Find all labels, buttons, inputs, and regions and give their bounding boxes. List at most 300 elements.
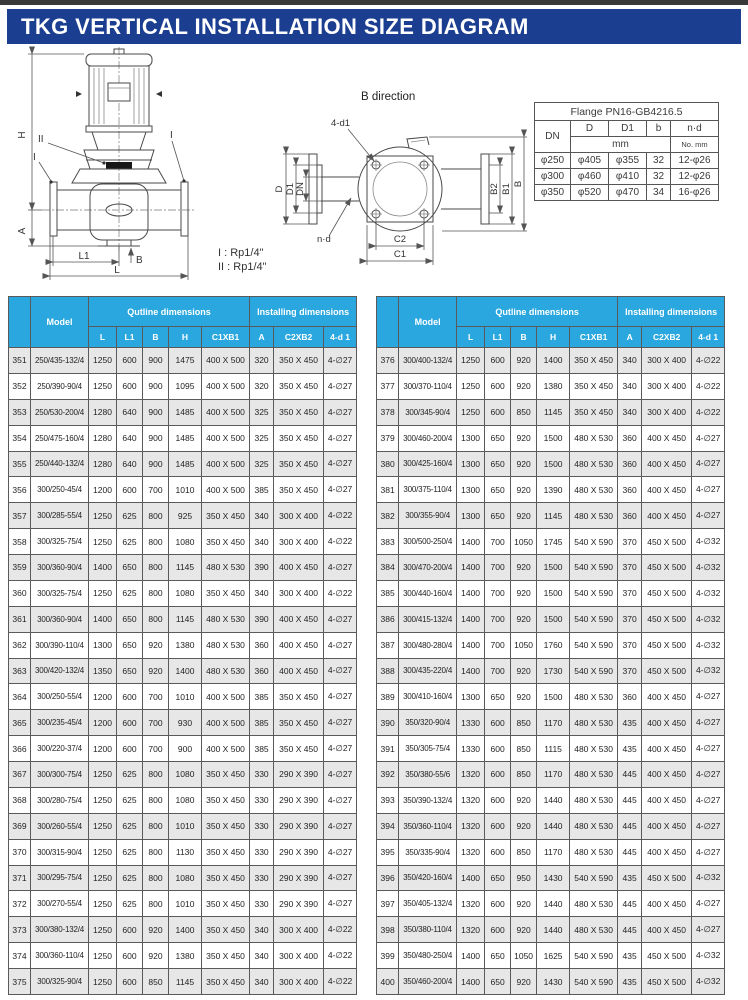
dim-cell: 540 X 590 bbox=[570, 943, 618, 969]
row-number: 382 bbox=[377, 503, 399, 529]
row-number: 400 bbox=[377, 969, 399, 995]
dim-cell: 540 X 590 bbox=[570, 865, 618, 891]
table-row bbox=[377, 348, 725, 374]
model-cell: 300/375-110/4 bbox=[399, 477, 457, 503]
dim-cell: 4-∅22 bbox=[692, 399, 725, 425]
dim-cell: 600 bbox=[485, 762, 511, 788]
dim-cell: 1050 bbox=[511, 529, 537, 555]
dim-cell: 370 bbox=[618, 529, 642, 555]
dim-cell: 480 X 530 bbox=[202, 606, 250, 632]
dim-cell: 1010 bbox=[169, 477, 202, 503]
dim-cell: 290 X 390 bbox=[274, 787, 324, 813]
table-row bbox=[377, 710, 725, 736]
dim-cell: 400 X 450 bbox=[642, 710, 692, 736]
table-row bbox=[9, 917, 357, 943]
dim-cell: 4-∅27 bbox=[324, 658, 357, 684]
bolt-callout: 4-d1 bbox=[331, 118, 351, 129]
dim-cell: 1400 bbox=[457, 606, 485, 632]
model-cell: 350/380-55/6 bbox=[399, 762, 457, 788]
dim-cell: 435 bbox=[618, 865, 642, 891]
dim-cell: 600 bbox=[485, 917, 511, 943]
dim-cell: 625 bbox=[117, 813, 143, 839]
dim-cell: 650 bbox=[117, 658, 143, 684]
dim-cell: 290 X 390 bbox=[274, 762, 324, 788]
dim-cell: 4-∅27 bbox=[324, 632, 357, 658]
dim-cell: 4-∅27 bbox=[692, 503, 725, 529]
dim-cell: 400 X 450 bbox=[642, 477, 692, 503]
dim-cell: 340 bbox=[250, 529, 274, 555]
table-row bbox=[9, 348, 357, 374]
dim-cell: 4-∅22 bbox=[324, 529, 357, 555]
dim-cell: 360 bbox=[618, 425, 642, 451]
table-row bbox=[9, 710, 357, 736]
dim-cell: 400 X 450 bbox=[642, 425, 692, 451]
dim-cell: 700 bbox=[143, 736, 169, 762]
dim-cell: 400 X 450 bbox=[274, 632, 324, 658]
dim-cell: 370 bbox=[618, 555, 642, 581]
dim-cell: 480 X 530 bbox=[570, 425, 618, 451]
dim-cell: 650 bbox=[485, 943, 511, 969]
flange-cell: φ520 bbox=[571, 185, 609, 201]
row-number: 387 bbox=[377, 632, 399, 658]
dim-cell: 4-∅27 bbox=[324, 736, 357, 762]
note-port-i: I : Rp1/4" bbox=[218, 247, 264, 259]
dim-cell: 450 X 500 bbox=[642, 969, 692, 995]
col-a: A bbox=[618, 327, 642, 348]
row-number: 379 bbox=[377, 425, 399, 451]
dim-cell: 350 X 450 bbox=[202, 891, 250, 917]
dim-cell: 1380 bbox=[169, 632, 202, 658]
table-row bbox=[9, 891, 357, 917]
table-row bbox=[377, 787, 725, 813]
dim-cell: 4-∅27 bbox=[324, 813, 357, 839]
model-cell: 250/435-132/4 bbox=[31, 348, 89, 374]
col-l: L bbox=[457, 327, 485, 348]
right-table-body bbox=[377, 348, 725, 995]
model-cell: 300/440-160/4 bbox=[399, 580, 457, 606]
table-row bbox=[377, 477, 725, 503]
model-cell: 300/250-55/4 bbox=[31, 684, 89, 710]
dim-cell: 800 bbox=[143, 555, 169, 581]
dim-cell: 350 X 450 bbox=[274, 736, 324, 762]
model-cell: 300/415-132/4 bbox=[399, 606, 457, 632]
dim-cell: 480 X 530 bbox=[570, 736, 618, 762]
dim-cell: 1500 bbox=[537, 555, 570, 581]
flange-row bbox=[535, 169, 719, 185]
dim-cell: 540 X 590 bbox=[570, 529, 618, 555]
dim-cell: 600 bbox=[485, 839, 511, 865]
model-cell: 300/470-200/4 bbox=[399, 555, 457, 581]
dim-cell: 900 bbox=[143, 348, 169, 374]
table-row bbox=[9, 451, 357, 477]
col-a: A bbox=[250, 327, 274, 348]
dim-cell: 900 bbox=[169, 736, 202, 762]
top-border-strip bbox=[0, 0, 748, 5]
dim-cell: 700 bbox=[485, 658, 511, 684]
dim-cell: 920 bbox=[511, 891, 537, 917]
dim-cell: 435 bbox=[618, 943, 642, 969]
dim-cell: 370 bbox=[618, 606, 642, 632]
dim-cell: 390 bbox=[250, 606, 274, 632]
dim-cell: 450 X 500 bbox=[642, 555, 692, 581]
row-number: 388 bbox=[377, 658, 399, 684]
row-number: 377 bbox=[377, 373, 399, 399]
port-thread-notes bbox=[218, 246, 267, 274]
dim-cell: 4-∅27 bbox=[324, 684, 357, 710]
dim-cell: 400 X 500 bbox=[202, 710, 250, 736]
dim-cell: 1115 bbox=[537, 736, 570, 762]
dim-cell: 625 bbox=[117, 762, 143, 788]
dim-cell: 1730 bbox=[537, 658, 570, 684]
dim-cell: 330 bbox=[250, 813, 274, 839]
dim-cell: 350 X 450 bbox=[202, 529, 250, 555]
dim-cell: 1440 bbox=[537, 813, 570, 839]
table-row bbox=[9, 762, 357, 788]
dim-cell: 800 bbox=[143, 762, 169, 788]
dim-cell: 700 bbox=[485, 529, 511, 555]
dim-cell: 4-∅27 bbox=[324, 710, 357, 736]
dim-cell: 800 bbox=[143, 891, 169, 917]
dim-cell: 400 X 450 bbox=[274, 606, 324, 632]
dim-cell: 540 X 590 bbox=[570, 632, 618, 658]
model-cell: 350/420-160/4 bbox=[399, 865, 457, 891]
row-number: 398 bbox=[377, 917, 399, 943]
dim-cell: 1250 bbox=[89, 839, 117, 865]
dim-cell: 920 bbox=[511, 917, 537, 943]
col-c1xb1: C1XB1 bbox=[570, 327, 618, 348]
row-number: 356 bbox=[9, 477, 31, 503]
dim-cell: 385 bbox=[250, 736, 274, 762]
dim-label-l1: L1 bbox=[78, 251, 90, 262]
dim-cell: 350 X 450 bbox=[274, 348, 324, 374]
dim-cell: 1170 bbox=[537, 710, 570, 736]
table-row bbox=[9, 529, 357, 555]
dim-cell: 4-∅27 bbox=[692, 684, 725, 710]
dim-cell: 1400 bbox=[457, 555, 485, 581]
table-row bbox=[9, 373, 357, 399]
dim-cell: 370 bbox=[618, 580, 642, 606]
dim-cell: 1250 bbox=[89, 891, 117, 917]
dim-cell: 700 bbox=[143, 684, 169, 710]
dim-cell: 650 bbox=[117, 555, 143, 581]
dim-cell: 900 bbox=[143, 373, 169, 399]
dim-cell: 4-∅27 bbox=[692, 710, 725, 736]
row-number: 359 bbox=[9, 555, 31, 581]
dim-cell: 600 bbox=[117, 969, 143, 995]
dim-cell: 4-∅27 bbox=[692, 477, 725, 503]
flange-unit-mm: mm bbox=[571, 137, 671, 153]
dim-cell: 450 X 500 bbox=[642, 658, 692, 684]
dim-cell: 1330 bbox=[457, 710, 485, 736]
dim-cell: 1080 bbox=[169, 762, 202, 788]
dim-cell: 350 X 450 bbox=[202, 917, 250, 943]
dim-cell: 1300 bbox=[89, 632, 117, 658]
callout-i-left: I bbox=[33, 152, 36, 163]
dim-cell: 4-∅27 bbox=[324, 373, 357, 399]
table-row bbox=[377, 451, 725, 477]
dim-cell: 700 bbox=[485, 606, 511, 632]
dim-label-d: D bbox=[274, 185, 285, 193]
row-number: 396 bbox=[377, 865, 399, 891]
model-cell: 300/315-90/4 bbox=[31, 839, 89, 865]
dim-cell: 1400 bbox=[457, 580, 485, 606]
model-cell: 300/360-90/4 bbox=[31, 606, 89, 632]
dim-cell: 4-∅27 bbox=[324, 451, 357, 477]
dim-cell: 1080 bbox=[169, 580, 202, 606]
table-row bbox=[377, 891, 725, 917]
table-row bbox=[377, 658, 725, 684]
row-number: 393 bbox=[377, 787, 399, 813]
model-cell: 350/335-90/4 bbox=[399, 839, 457, 865]
table-row bbox=[9, 865, 357, 891]
dim-cell: 1400 bbox=[89, 606, 117, 632]
dim-label-d1: D1 bbox=[285, 182, 296, 196]
row-number: 362 bbox=[9, 632, 31, 658]
dim-cell: 4-∅22 bbox=[324, 969, 357, 995]
flange-table-title: Flange PN16-GB4216.5 bbox=[535, 103, 719, 121]
dim-cell: 480 X 530 bbox=[570, 813, 618, 839]
dim-cell: 1350 bbox=[89, 658, 117, 684]
model-cell: 300/390-110/4 bbox=[31, 632, 89, 658]
dim-cell: 600 bbox=[485, 710, 511, 736]
dim-cell: 650 bbox=[485, 865, 511, 891]
dim-cell: 625 bbox=[117, 529, 143, 555]
outline-dimensions-header: Qutline dimensions bbox=[457, 297, 618, 327]
dim-cell: 450 X 500 bbox=[642, 943, 692, 969]
dim-cell: 600 bbox=[117, 684, 143, 710]
model-cell: 350/405-132/4 bbox=[399, 891, 457, 917]
model-cell: 300/325-90/4 bbox=[31, 969, 89, 995]
dim-cell: 600 bbox=[485, 787, 511, 813]
table-row bbox=[9, 503, 357, 529]
dim-cell: 1250 bbox=[457, 399, 485, 425]
dim-cell: 480 X 530 bbox=[570, 503, 618, 529]
dim-cell: 1400 bbox=[169, 658, 202, 684]
dim-cell: 1010 bbox=[169, 813, 202, 839]
dim-cell: 450 X 500 bbox=[642, 632, 692, 658]
dim-cell: 650 bbox=[485, 969, 511, 995]
dim-cell: 400 X 450 bbox=[642, 762, 692, 788]
model-cell: 250/440-132/4 bbox=[31, 451, 89, 477]
dim-cell: 640 bbox=[117, 399, 143, 425]
flange-col-d: D bbox=[571, 121, 609, 137]
dim-cell: 350 X 450 bbox=[274, 373, 324, 399]
dim-cell: 4-∅32 bbox=[692, 606, 725, 632]
col-h: H bbox=[537, 327, 570, 348]
dim-cell: 4-∅32 bbox=[692, 969, 725, 995]
dim-cell: 400 X 450 bbox=[642, 684, 692, 710]
installing-dimensions-header: Installing dimensions bbox=[250, 297, 357, 327]
left-table-body bbox=[9, 348, 357, 995]
dim-cell: 950 bbox=[511, 865, 537, 891]
model-cell: 350/390-132/4 bbox=[399, 787, 457, 813]
dim-cell: 330 bbox=[250, 762, 274, 788]
dim-cell: 400 X 500 bbox=[202, 425, 250, 451]
discharge-flange-top-view bbox=[481, 154, 489, 224]
outline-dimensions-header: Qutline dimensions bbox=[89, 297, 250, 327]
row-number: 366 bbox=[9, 736, 31, 762]
dim-cell: 1400 bbox=[457, 658, 485, 684]
dim-cell: 400 X 500 bbox=[202, 736, 250, 762]
dim-cell: 350 X 450 bbox=[274, 399, 324, 425]
dim-cell: 1095 bbox=[169, 373, 202, 399]
dim-cell: 340 bbox=[618, 373, 642, 399]
dim-cell: 1200 bbox=[89, 736, 117, 762]
dim-cell: 800 bbox=[143, 606, 169, 632]
dim-cell: 350 X 450 bbox=[274, 710, 324, 736]
dim-cell: 1485 bbox=[169, 425, 202, 451]
dim-cell: 625 bbox=[117, 839, 143, 865]
dim-cell: 4-∅32 bbox=[692, 658, 725, 684]
model-cell: 350/460-200/4 bbox=[399, 969, 457, 995]
flange-cell: φ470 bbox=[609, 185, 647, 201]
dim-cell: 600 bbox=[117, 917, 143, 943]
flange-col-b: b bbox=[647, 121, 671, 137]
dim-cell: 350 X 450 bbox=[202, 503, 250, 529]
table-row bbox=[9, 943, 357, 969]
dim-cell: 400 X 450 bbox=[642, 787, 692, 813]
dim-label-l: L bbox=[114, 265, 120, 276]
dim-cell: 800 bbox=[143, 813, 169, 839]
dim-cell: 445 bbox=[618, 813, 642, 839]
dim-cell: 4-∅27 bbox=[324, 348, 357, 374]
flange-cell: φ460 bbox=[571, 169, 609, 185]
dim-cell: 400 X 500 bbox=[202, 373, 250, 399]
row-number: 392 bbox=[377, 762, 399, 788]
dim-cell: 600 bbox=[117, 710, 143, 736]
dim-cell: 435 bbox=[618, 710, 642, 736]
dim-cell: 600 bbox=[117, 348, 143, 374]
dim-cell: 350 X 450 bbox=[202, 943, 250, 969]
dim-cell: 600 bbox=[117, 373, 143, 399]
dim-cell: 700 bbox=[485, 632, 511, 658]
dim-cell: 4-∅27 bbox=[324, 399, 357, 425]
dim-cell: 480 X 530 bbox=[202, 555, 250, 581]
mounting-plate bbox=[367, 156, 433, 222]
dim-cell: 4-∅22 bbox=[692, 348, 725, 374]
dim-cell: 4-∅27 bbox=[324, 425, 357, 451]
dim-cell: 625 bbox=[117, 865, 143, 891]
dim-cell: 920 bbox=[511, 373, 537, 399]
table-row bbox=[377, 684, 725, 710]
dim-cell: 300 X 400 bbox=[274, 580, 324, 606]
dim-cell: 650 bbox=[485, 451, 511, 477]
dim-cell: 1010 bbox=[169, 684, 202, 710]
dim-cell: 400 X 450 bbox=[274, 555, 324, 581]
dim-cell: 300 X 400 bbox=[274, 917, 324, 943]
table-row bbox=[377, 736, 725, 762]
dim-cell: 1400 bbox=[457, 969, 485, 995]
table-row bbox=[377, 762, 725, 788]
dim-cell: 350 X 450 bbox=[274, 425, 324, 451]
dim-cell: 1250 bbox=[89, 865, 117, 891]
row-number: 367 bbox=[9, 762, 31, 788]
dim-cell: 540 X 590 bbox=[570, 969, 618, 995]
model-cell: 300/285-55/4 bbox=[31, 503, 89, 529]
dim-cell: 920 bbox=[143, 632, 169, 658]
dim-cell: 290 X 390 bbox=[274, 891, 324, 917]
dim-cell: 1250 bbox=[457, 348, 485, 374]
dim-cell: 385 bbox=[250, 710, 274, 736]
table-row bbox=[377, 839, 725, 865]
dim-cell: 920 bbox=[511, 606, 537, 632]
dim-cell: 920 bbox=[143, 943, 169, 969]
dim-cell: 700 bbox=[485, 555, 511, 581]
dim-cell: 800 bbox=[143, 580, 169, 606]
dim-cell: 1080 bbox=[169, 787, 202, 813]
model-cell: 300/250-45/4 bbox=[31, 477, 89, 503]
dim-cell: 325 bbox=[250, 451, 274, 477]
dim-cell: 400 X 450 bbox=[642, 839, 692, 865]
dim-cell: 920 bbox=[511, 787, 537, 813]
model-cell: 250/530-200/4 bbox=[31, 399, 89, 425]
flange-cell: φ350 bbox=[535, 185, 571, 201]
suction-flange bbox=[50, 182, 57, 236]
dim-cell: 300 X 400 bbox=[274, 943, 324, 969]
model-cell: 300/435-220/4 bbox=[399, 658, 457, 684]
row-number: 378 bbox=[377, 399, 399, 425]
dim-cell: 1400 bbox=[457, 632, 485, 658]
dim-cell: 850 bbox=[511, 762, 537, 788]
flange-row bbox=[535, 153, 719, 169]
dim-cell: 400 X 450 bbox=[642, 503, 692, 529]
dim-cell: 1300 bbox=[457, 477, 485, 503]
model-cell: 300/480-280/4 bbox=[399, 632, 457, 658]
dim-cell: 400 X 450 bbox=[642, 891, 692, 917]
flange-col-d1: D1 bbox=[609, 121, 647, 137]
dim-cell: 1390 bbox=[537, 477, 570, 503]
dim-cell: 400 X 500 bbox=[202, 451, 250, 477]
dim-cell: 450 X 500 bbox=[642, 865, 692, 891]
dim-cell: 1250 bbox=[89, 787, 117, 813]
dim-cell: 1250 bbox=[89, 762, 117, 788]
dim-cell: 1400 bbox=[89, 555, 117, 581]
dim-cell: 850 bbox=[511, 710, 537, 736]
dim-cell: 340 bbox=[618, 348, 642, 374]
dim-cell: 4-∅22 bbox=[324, 943, 357, 969]
dim-cell: 4-∅27 bbox=[692, 891, 725, 917]
row-number: 355 bbox=[9, 451, 31, 477]
lifting-lug-right bbox=[156, 91, 162, 97]
dim-cell: 1500 bbox=[537, 684, 570, 710]
dim-cell: 1280 bbox=[89, 425, 117, 451]
dim-cell: 1430 bbox=[537, 969, 570, 995]
dim-cell: 350 X 450 bbox=[202, 762, 250, 788]
model-cell: 300/370-110/4 bbox=[399, 373, 457, 399]
model-cell: 300/325-75/4 bbox=[31, 529, 89, 555]
model-cell: 250/475-160/4 bbox=[31, 425, 89, 451]
table-row bbox=[377, 865, 725, 891]
dim-cell: 600 bbox=[485, 736, 511, 762]
table-row bbox=[377, 943, 725, 969]
row-number: 399 bbox=[377, 943, 399, 969]
dim-cell: 435 bbox=[618, 736, 642, 762]
table-row bbox=[377, 969, 725, 995]
dim-cell: 1250 bbox=[89, 969, 117, 995]
dim-cell: 350 X 450 bbox=[274, 477, 324, 503]
dim-cell: 540 X 590 bbox=[570, 580, 618, 606]
dim-cell: 800 bbox=[143, 529, 169, 555]
dim-cell: 900 bbox=[143, 451, 169, 477]
dim-cell: 1320 bbox=[457, 762, 485, 788]
dim-cell: 540 X 590 bbox=[570, 658, 618, 684]
model-header: Model bbox=[399, 297, 457, 348]
dim-cell: 850 bbox=[511, 736, 537, 762]
dim-cell: 325 bbox=[250, 425, 274, 451]
col-c2xb2: C2XB2 bbox=[274, 327, 324, 348]
flange-cell: 32 bbox=[647, 169, 671, 185]
dim-cell: 1500 bbox=[537, 580, 570, 606]
